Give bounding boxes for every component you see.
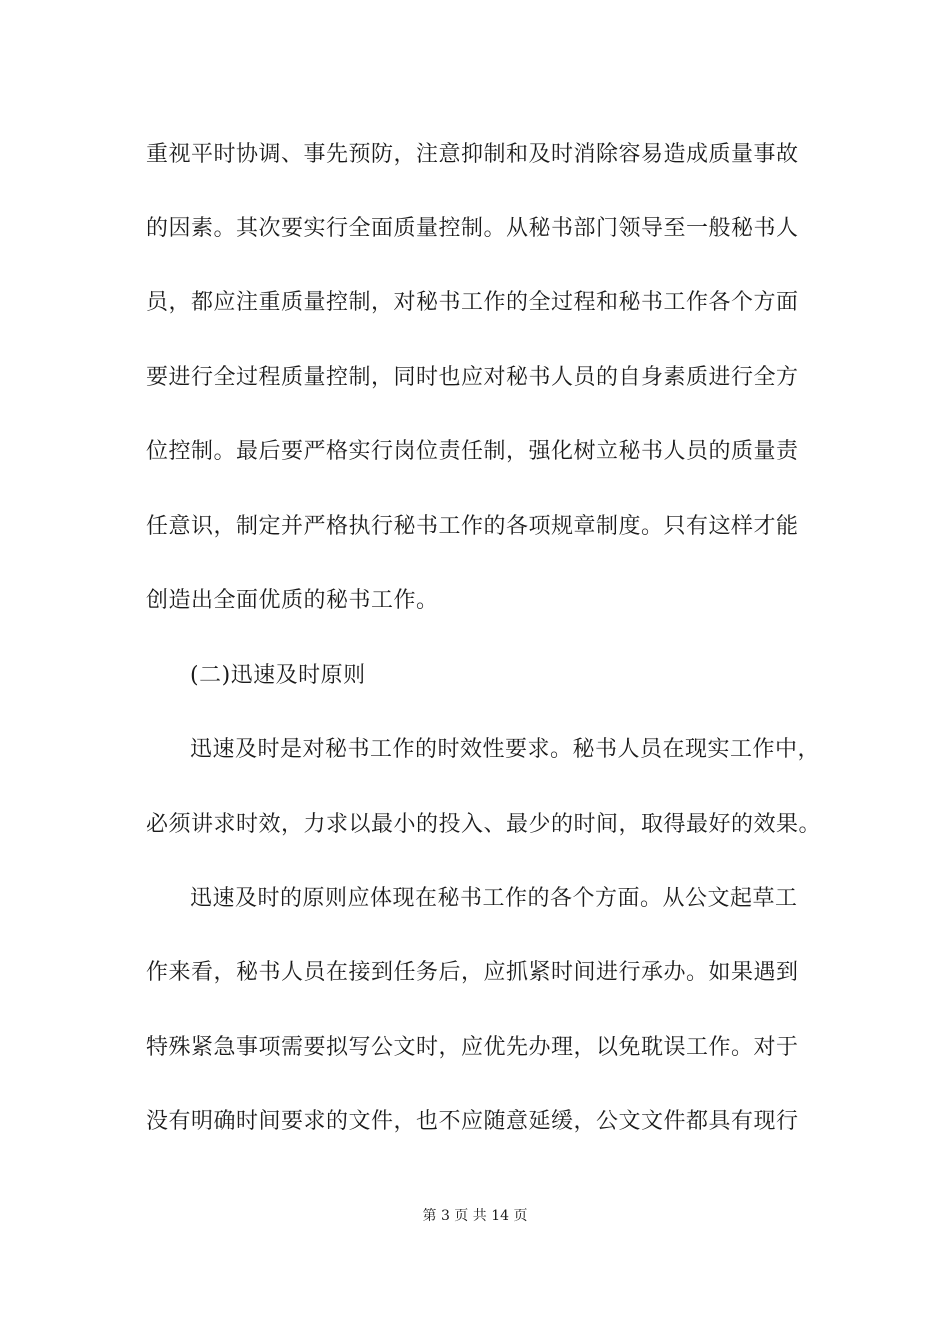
- page-number: 第 3 页 共 14 页: [422, 1208, 528, 1224]
- paragraph-line: 位控制。最后要严格实行岗位责任制，强化树立秘书人员的质量责: [146, 439, 799, 464]
- paragraph-line: 迅速及时的原则应体现在秘书工作的各个方面。从公文起草工: [190, 886, 798, 911]
- paragraph-line: 作来看，秘书人员在接到任务后，应抓紧时间进行承办。如果遇到: [146, 960, 799, 985]
- paragraph-line: 没有明确时间要求的文件，也不应随意延缓，公文文件都具有现行: [146, 1109, 799, 1134]
- paragraph-line: 员，都应注重质量控制，对秘书工作的全过程和秘书工作各个方面: [146, 290, 799, 315]
- paragraph-line: 特殊紧急事项需要拟写公文时，应优先办理，以免耽误工作。对于: [146, 1035, 799, 1060]
- paragraph-line: 的因素。其次要实行全面质量控制。从秘书部门领导至一般秘书人: [146, 216, 799, 241]
- paragraph-line: 必须讲求时效，力求以最小的投入、最少的时间，取得最好的效果。: [146, 812, 822, 837]
- paragraph-line: 创造出全面优质的秘书工作。: [146, 588, 439, 613]
- paragraph-line: 重视平时协调、事先预防，注意抑制和及时消除容易造成质量事故: [146, 142, 799, 167]
- page-footer: [0, 1206, 950, 1226]
- paragraph-line: 要进行全过程质量控制，同时也应对秘书人员的自身素质进行全方: [146, 365, 799, 390]
- paragraph-line: 迅速及时是对秘书工作的时效性要求。秘书人员在现实工作中，: [190, 737, 821, 762]
- section-heading: (二)迅速及时原则: [190, 663, 366, 688]
- paragraph-line: 任意识，制定并严格执行秘书工作的各项规章制度。只有这样才能: [146, 514, 799, 539]
